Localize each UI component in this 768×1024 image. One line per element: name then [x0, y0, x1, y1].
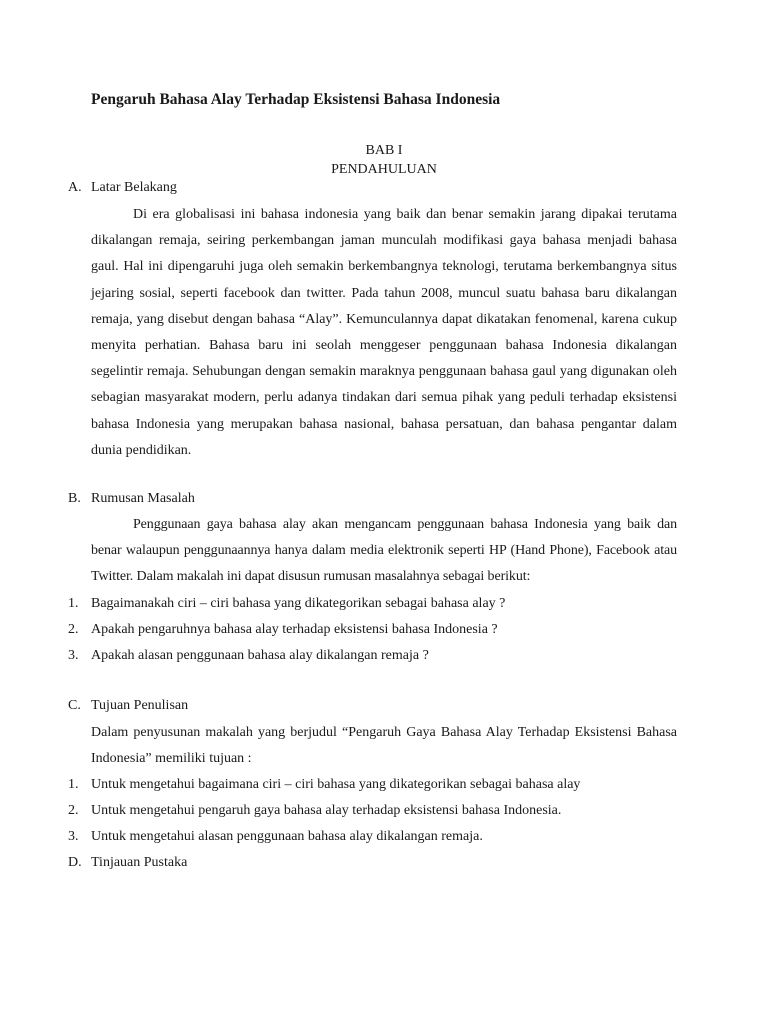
section-d-letter: D.	[68, 855, 82, 870]
section-c-item-3: Untuk mengetahui alasan penggunaan bahasa alay dikalangan remaja.	[91, 829, 483, 844]
section-c-heading: Tujuan Penulisan	[91, 698, 189, 713]
section-a-heading: Latar Belakang	[91, 180, 177, 195]
section-b-item-1-number: 1.	[68, 596, 79, 611]
section-c-item-2-number: 2.	[68, 803, 79, 818]
section-b-item-1: Bagaimanakah ciri – ciri bahasa yang dikategorikan sebagai bahasa alay ?	[91, 596, 506, 611]
section-b-heading: Rumusan Masalah	[91, 491, 195, 506]
chapter-number: BAB I	[365, 143, 403, 158]
section-a-letter: A.	[68, 180, 82, 195]
section-c-item-2: Untuk mengetahui pengaruh gaya bahasa alay terhadap eksistensi bahasa Indonesia.	[91, 803, 562, 818]
section-c-paragraph: Dalam penyusunan makalah yang berjudul “Pengaruh Gaya Bahasa Alay Terhadap Eksistensi Bahasa Indonesia” memiliki tujuan :	[91, 725, 677, 767]
section-b-letter: B.	[68, 491, 81, 506]
section-c-letter: C.	[68, 698, 81, 713]
chapter-title: PENDAHULUAN	[331, 162, 437, 177]
section-b-paragraph: Penggunaan gaya bahasa alay akan mengancam penggunaan bahasa Indonesia yang baik dan benar walaupun penggunaannya hanya dalam media elektronik seperti HP (Hand Phone), Facebook atau Twitter. Dalam makalah ini dapat disusun rumusan masalahnya sebagai berikut:	[91, 517, 677, 585]
section-c-item-3-number: 3.	[68, 829, 79, 844]
section-c-item-1-number: 1.	[68, 777, 79, 792]
section-b-item-3-number: 3.	[68, 648, 79, 663]
section-b-item-3: Apakah alasan penggunaan bahasa alay dikalangan remaja ?	[91, 648, 429, 663]
section-d-heading: Tinjauan Pustaka	[91, 855, 188, 870]
document-title: Pengaruh Bahasa Alay Terhadap Eksistensi Bahasa Indonesia	[91, 91, 501, 108]
section-a-paragraph: Di era globalisasi ini bahasa indonesia yang baik dan benar semakin jarang dipakai terutama dikalangan remaja, seiring perkembangan jaman munculah modifikasi gaya bahasa menjadi bahasa gaul. Hal ini dipengaruhi juga oleh semakin berkembangnya teknologi, terutama berkembangnya situs jejaring sosial, seperti facebook dan twitter. Pada tahun 2008, muncul suatu bahasa baru dikalangan remaja, yang disebut dengan bahasa “Alay”. Kemunculannya dapat dikatakan fenomenal, karena cukup menyita perhatian. Bahasa baru ini seolah menggeser penggunaan bahasa Indonesia dikalangan segelintir remaja. Sehubungan dengan semakin maraknya penggunaan bahasa gaul yang digunakan oleh sebagian masyarakat modern, perlu adanya tindakan dari semua pihak yang peduli terhadap eksistensi bahasa Indonesia yang merupakan bahasa nasional, bahasa persatuan, dan bahasa pengantar dalam dunia pendidikan.	[91, 207, 677, 458]
section-c-item-1: Untuk mengetahui bagaimana ciri – ciri bahasa yang dikategorikan sebagai bahasa alay	[91, 777, 581, 792]
section-b-item-2-number: 2.	[68, 622, 79, 637]
section-b-item-2: Apakah pengaruhnya bahasa alay terhadap eksistensi bahasa Indonesia ?	[91, 622, 498, 637]
